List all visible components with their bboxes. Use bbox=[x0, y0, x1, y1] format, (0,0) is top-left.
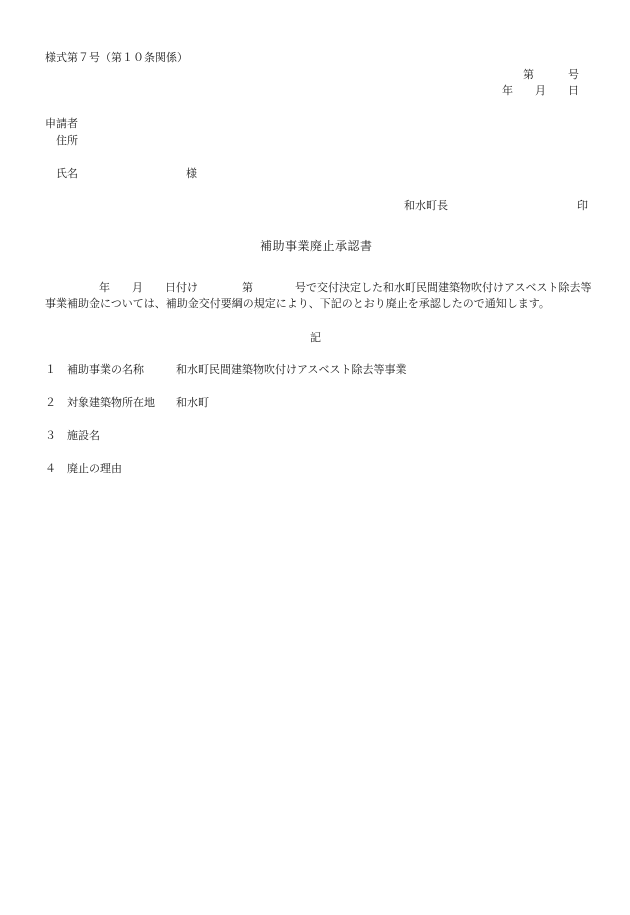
address-label: 住所 bbox=[56, 134, 78, 147]
applicant-label: 申請者 bbox=[45, 117, 78, 130]
item-number: １ bbox=[45, 363, 56, 376]
date-year-label: 年 bbox=[502, 84, 513, 97]
body-no-prefix: 第 bbox=[242, 281, 253, 294]
ki-label: 記 bbox=[310, 331, 321, 344]
item-number: ２ bbox=[45, 396, 56, 409]
document-title: 補助事業廃止承認書 bbox=[260, 239, 373, 253]
body-month: 月 bbox=[132, 281, 143, 294]
item-number: ４ bbox=[45, 462, 56, 475]
name-label: 氏名 bbox=[56, 167, 78, 180]
item-label: 補助事業の名称 bbox=[67, 363, 144, 376]
item-label: 対象建築物所在地 bbox=[67, 396, 155, 409]
body-dated: 日付け bbox=[165, 281, 198, 294]
item-label: 施設名 bbox=[67, 429, 100, 442]
item-value: 和水町 bbox=[176, 396, 209, 409]
honorific-label: 様 bbox=[186, 167, 197, 180]
issuer-title: 和水町長 bbox=[404, 199, 448, 212]
date-day-label: 日 bbox=[568, 84, 579, 97]
seal-mark: 印 bbox=[577, 199, 588, 212]
document-number-prefix: 第 bbox=[523, 68, 534, 81]
item-label: 廃止の理由 bbox=[67, 462, 122, 475]
form-label: 様式第７号（第１０条関係） bbox=[45, 51, 188, 64]
body-line2: 事業補助金については、補助金交付要綱の規定により、下記のとおり廃止を承認したので通知します。 bbox=[45, 297, 550, 310]
item-value: 和水町民間建築物吹付けアスベスト除去等事業 bbox=[176, 363, 407, 376]
document-number-suffix: 号 bbox=[568, 68, 579, 81]
item-number: ３ bbox=[45, 429, 56, 442]
date-month-label: 月 bbox=[535, 84, 546, 97]
body-year: 年 bbox=[99, 281, 110, 294]
body-line1-rest: 号で交付決定した和水町民間建築物吹付けアスベスト除去等 bbox=[295, 281, 592, 294]
